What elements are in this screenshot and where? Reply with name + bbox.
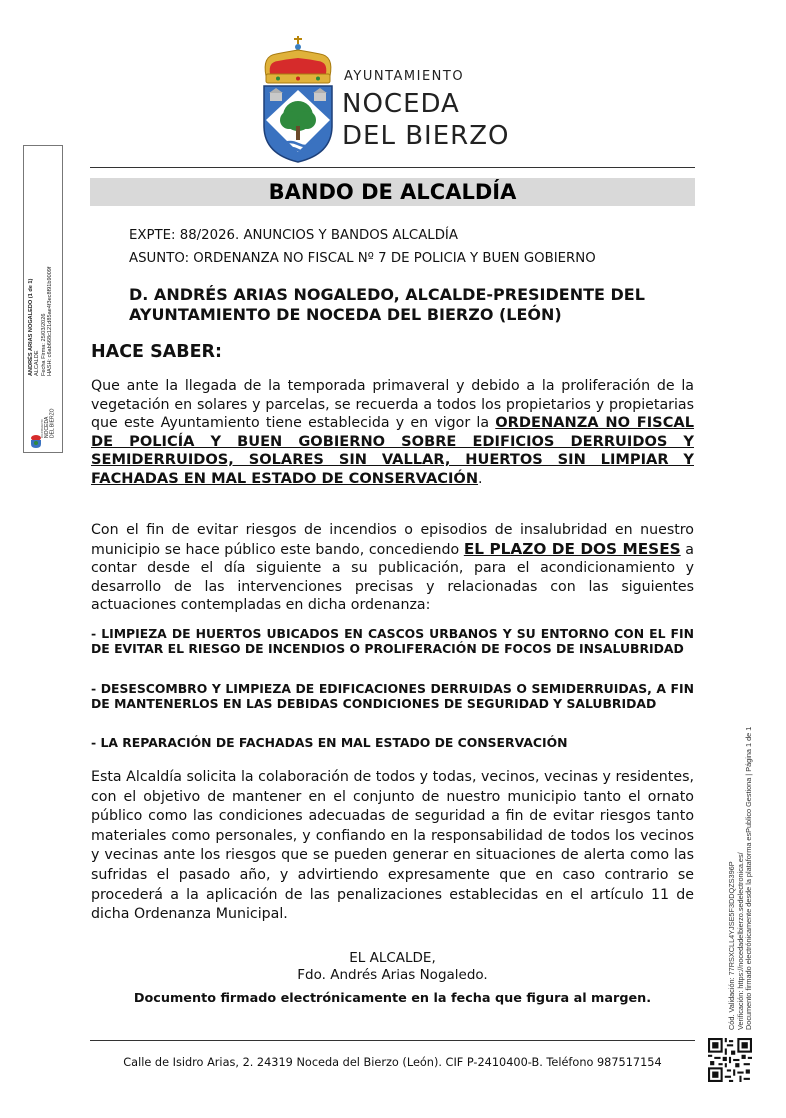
- document-title-bar: [90, 178, 695, 206]
- coat-of-arms-icon: [258, 34, 338, 164]
- paragraph-1-end: .: [478, 470, 483, 487]
- stamp-logo-line2: DEL BIERZO: [49, 408, 56, 438]
- mayor-heading: D. ANDRÉS ARIAS NOGALEDO, ALCALDE-PRESIDENTE DEL AYUNTAMIENTO DE NOCEDA DEL BIERZO (LEÓN): [129, 285, 645, 324]
- action-item: - DESESCOMBRO Y LIMPIEZA DE EDIFICACIONES DERRUIDAS O SEMIDERRUIDAS, A FIN DE MANTENERLOS EN LAS DEBIDAS CONDICIONES DE SEGURIDAD Y SALUBRIDAD: [91, 681, 694, 711]
- footer-address: Calle de Isidro Arias, 2. 24319 Noceda del Bierzo (León). CIF P-2410400-B. Teléfono 987517154: [123, 1056, 662, 1069]
- signature-stamp: [23, 145, 63, 453]
- validation-text: [728, 690, 754, 1030]
- footer-divider: [90, 1040, 695, 1041]
- expediente-line: EXPTE: 88/2026. ANUNCIOS Y BANDOS ALCALDÍA: [129, 228, 458, 243]
- ordinance-title-emphasis: ORDENANZA NO FISCAL DE POLICÍA Y BUEN GOBIERNO SOBRE EDIFICIOS DERRUIDOS Y SEMIDERRUIDOS, SOLARES SIN VALLAR, HUERTOS SIN LIMPIAR Y FACHADAS EN MAL ESTADO DE CONSERVACIÓN: [91, 414, 695, 487]
- action-item: - LA REPARACIÓN DE FACHADAS EN MAL ESTADO DE CONSERVACIÓN: [91, 735, 568, 750]
- deadline-emphasis: EL PLAZO DE DOS MESES: [463, 539, 681, 558]
- paragraph-2-text: Con el fin de evitar riesgos de incendios o episodios de insalubridad en nuestro municipio se hace público este bando, concediendo: [91, 522, 694, 558]
- qr-code-icon[interactable]: [708, 1038, 752, 1082]
- validation-url[interactable]: Verificación: https://nocedadelbierzo.sedelectronica.es/: [735, 852, 745, 1030]
- brand-small-text: AYUNTAMIENTO: [344, 69, 465, 84]
- signature-role: EL ALCALDE,: [349, 950, 436, 966]
- stamp-logo-line1: NOCEDA: [44, 416, 50, 438]
- validation-code: Cód. Validación: 77RSXCLL4YJSE5F3DDQZS396P: [727, 861, 736, 1030]
- asunto-line: ASUNTO: ORDENANZA NO FISCAL Nº 7 DE POLICIA Y BUEN GOBIERNO: [129, 251, 596, 266]
- stamp-hash: HASH: c6ab668c121d85ae4f3ec8f91b9009f: [47, 266, 54, 376]
- paragraph-2-end: a contar desde el día siguiente a su publicación, para el acondicionamiento y desarrollo de las intervenciones precisas y relacionadas con las siguientes actuaciones contempladas en dicha ordenanza:: [91, 541, 694, 613]
- stamp-signer: ANDRÉS ARIAS NOGALEDO (1 de 1): [28, 278, 34, 376]
- paragraph-1: [91, 377, 694, 488]
- stamp-date: Fecha Firma: 25/03/2026: [40, 313, 47, 376]
- signature-name: Fdo. Andrés Arias Nogaledo.: [297, 967, 488, 983]
- validation-platform: Documento firmado electrónicamente desde la plataforma esPublico Gestiona | Página 1 de 1: [744, 726, 754, 1030]
- stamp-logo-icon: [28, 386, 58, 448]
- action-item: - LIMPIEZA DE HUERTOS UBICADOS EN CASCOS URBANOS Y SU ENTORNO CON EL FIN DE EVITAR EL RIESGO DE INCENDIOS O PROLIFERACIÓN DE FOCOS DE INSALUBRIDAD: [91, 626, 694, 656]
- brand-name-line1: NOCEDA: [342, 89, 460, 119]
- paragraph-1-text: Que ante la llegada de la temporada primaveral y debido a la proliferación de la vegetación en solares y parcelas, se recuerda a todos los propietarios y propietarias que este Ayuntamiento tiene establecida y en vigor la: [91, 378, 694, 431]
- document-title: BANDO DE ALCALDÍA: [268, 180, 517, 204]
- stamp-role: ALCALDE: [34, 350, 41, 376]
- paragraph-2: [91, 521, 694, 615]
- header-divider: [90, 167, 695, 168]
- stamp-text: [28, 76, 54, 376]
- stamp-logo-small: AYUNTAMIENTO: [41, 419, 44, 438]
- electronic-signature-note: Documento firmado electrónicamente en la fecha que figura al margen.: [133, 991, 652, 1006]
- brand-name-line2: DEL BIERZO: [342, 121, 510, 151]
- hace-saber-heading: HACE SABER:: [91, 342, 222, 362]
- paragraph-3: Esta Alcaldía solicita la colaboración de todos y todas, vecinos, vecinas y residentes, con el objetivo de mantener en el conjunto de nuestro municipio tanto el ornato público como las condiciones adecuadas de seguridad a fin de evitar riesgos tanto materiales como personales, y confiando en la responsabilidad de todos los vecinos y vecinas ante los riesgos que se pueden generar en situaciones de alerta como las sufridas el pasado año, y advirtiendo expresamente que en caso contrario se procederá a la aplicación de las penalizaciones establecidas en el artículo 11 de dicha Ordenanza Municipal.: [91, 769, 694, 923]
